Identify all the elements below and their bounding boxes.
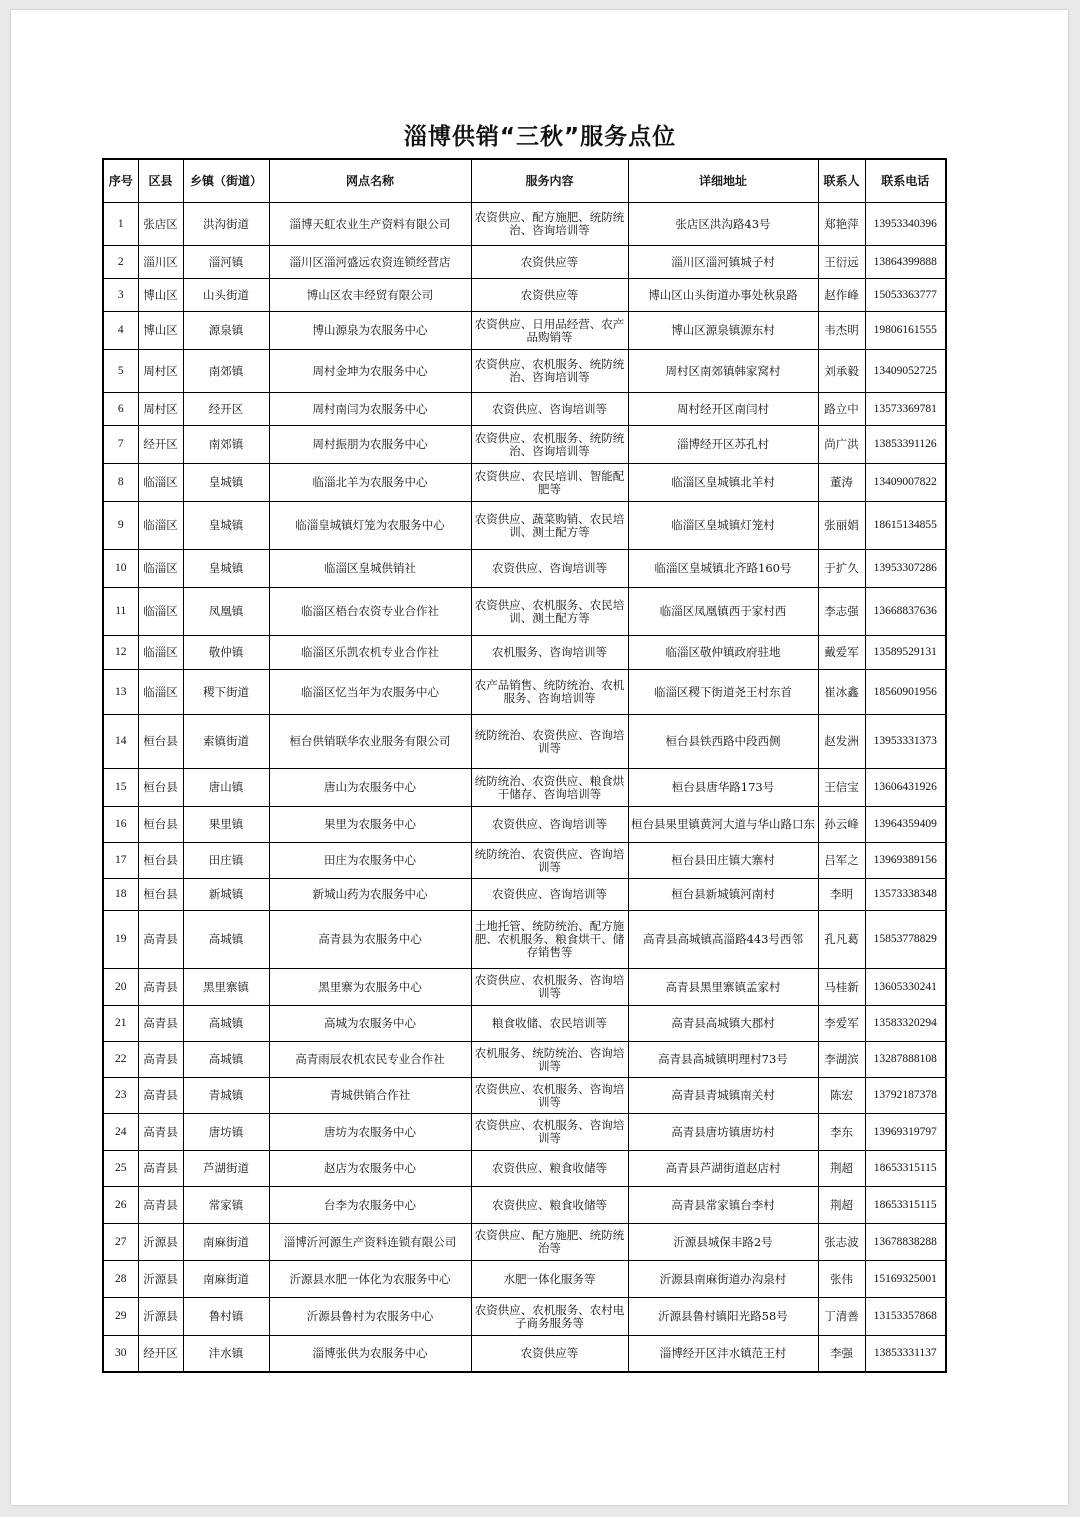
cell-contact: 刘承毅	[818, 350, 865, 393]
cell-service: 农资供应、咨询培训等	[471, 879, 628, 911]
cell-service: 土地托管、统防统治、配方施肥、农机服务、粮食烘干、储存销售等	[471, 911, 628, 969]
cell-address: 桓台县铁西路中段西侧	[628, 715, 818, 769]
table-row	[103, 464, 946, 502]
table-body	[103, 203, 946, 1372]
cell-phone: 18560901956	[865, 670, 946, 715]
cell-name: 果里为农服务中心	[269, 807, 471, 843]
cell-service: 农机服务、咨询培训等	[471, 636, 628, 670]
cell-phone: 13964359409	[865, 807, 946, 843]
cell-contact: 李明	[818, 879, 865, 911]
cell-service: 农资供应、日用品经营、农产品购销等	[471, 312, 628, 350]
cell-town: 经开区	[183, 393, 269, 426]
table-row	[103, 312, 946, 350]
cell-phone: 13409007822	[865, 464, 946, 502]
cell-name: 淄博张供为农服务中心	[269, 1336, 471, 1372]
cell-address: 淄川区淄河镇城子村	[628, 246, 818, 279]
cell-seq: 29	[103, 1298, 138, 1336]
cell-seq: 27	[103, 1224, 138, 1261]
page-title: 淄博供销“三秋”服务点位	[403, 124, 677, 150]
cell-address: 沂源县南麻街道办沟泉村	[628, 1261, 818, 1298]
cell-address: 博山区山头街道办事处秋泉路	[628, 279, 818, 312]
cell-contact: 李爱军	[818, 1006, 865, 1042]
table-row	[103, 588, 946, 636]
cell-address: 淄博经开区沣水镇范王村	[628, 1336, 818, 1372]
cell-town: 南郊镇	[183, 426, 269, 464]
cell-service: 农资供应、农机服务、咨询培训等	[471, 1114, 628, 1151]
cell-phone: 13953331373	[865, 715, 946, 769]
cell-contact: 张志波	[818, 1224, 865, 1261]
cell-county: 沂源县	[138, 1298, 183, 1336]
cell-town: 唐坊镇	[183, 1114, 269, 1151]
cell-town: 果里镇	[183, 807, 269, 843]
table-row	[103, 879, 946, 911]
cell-seq: 24	[103, 1114, 138, 1151]
table-row	[103, 1078, 946, 1114]
cell-town: 常家镇	[183, 1187, 269, 1224]
cell-county: 经开区	[138, 426, 183, 464]
cell-county: 桓台县	[138, 879, 183, 911]
cell-town: 唐山镇	[183, 769, 269, 807]
cell-address: 高青县芦湖街道赵店村	[628, 1151, 818, 1187]
cell-service: 粮食收储、农民培训等	[471, 1006, 628, 1042]
table-row	[103, 279, 946, 312]
cell-contact: 陈宏	[818, 1078, 865, 1114]
cell-seq: 22	[103, 1042, 138, 1078]
cell-name: 临淄北羊为农服务中心	[269, 464, 471, 502]
cell-name: 高城为农服务中心	[269, 1006, 471, 1042]
cell-name: 临淄皇城镇灯笼为农服务中心	[269, 502, 471, 550]
cell-service: 农资供应等	[471, 279, 628, 312]
cell-name: 淄博沂河源生产资料连锁有限公司	[269, 1224, 471, 1261]
table-row	[103, 502, 946, 550]
cell-contact: 赵发洲	[818, 715, 865, 769]
table-row	[103, 1336, 946, 1372]
cell-town: 高城镇	[183, 1042, 269, 1078]
table-row	[103, 807, 946, 843]
cell-town: 山头街道	[183, 279, 269, 312]
cell-town: 皇城镇	[183, 502, 269, 550]
cell-seq: 12	[103, 636, 138, 670]
cell-county: 周村区	[138, 393, 183, 426]
cell-name: 台李为农服务中心	[269, 1187, 471, 1224]
table-row	[103, 1224, 946, 1261]
cell-service: 农资供应、咨询培训等	[471, 807, 628, 843]
cell-town: 鲁村镇	[183, 1298, 269, 1336]
cell-county: 桓台县	[138, 843, 183, 879]
cell-address: 沂源县城保丰路2号	[628, 1224, 818, 1261]
cell-county: 经开区	[138, 1336, 183, 1372]
cell-town: 黑里寨镇	[183, 969, 269, 1006]
cell-town: 高城镇	[183, 1006, 269, 1042]
cell-phone: 13853331137	[865, 1336, 946, 1372]
cell-seq: 20	[103, 969, 138, 1006]
cell-name: 临淄区梧台农资专业合作社	[269, 588, 471, 636]
cell-county: 临淄区	[138, 464, 183, 502]
cell-town: 洪沟街道	[183, 203, 269, 246]
cell-phone: 13864399888	[865, 246, 946, 279]
cell-phone: 13853391126	[865, 426, 946, 464]
cell-town: 源泉镇	[183, 312, 269, 350]
table-row	[103, 911, 946, 969]
cell-address: 高青县常家镇台李村	[628, 1187, 818, 1224]
cell-county: 淄川区	[138, 246, 183, 279]
table-row	[103, 1261, 946, 1298]
cell-name: 周村振朋为农服务中心	[269, 426, 471, 464]
cell-name: 沂源县鲁村为农服务中心	[269, 1298, 471, 1336]
cell-phone: 13678838288	[865, 1224, 946, 1261]
cell-service: 农资供应、咨询培训等	[471, 550, 628, 588]
cell-town: 皇城镇	[183, 464, 269, 502]
cell-seq: 14	[103, 715, 138, 769]
col-header-contact: 联系人	[818, 159, 865, 203]
table-row	[103, 1114, 946, 1151]
cell-phone: 15053363777	[865, 279, 946, 312]
cell-county: 张店区	[138, 203, 183, 246]
cell-contact: 李志强	[818, 588, 865, 636]
cell-service: 农资供应、农机服务、统防统治、咨询培训等	[471, 426, 628, 464]
cell-address: 高青县高城镇明理村73号	[628, 1042, 818, 1078]
cell-seq: 11	[103, 588, 138, 636]
cell-service: 统防统治、农资供应、咨询培训等	[471, 843, 628, 879]
cell-name: 周村南闫为农服务中心	[269, 393, 471, 426]
table-row	[103, 1298, 946, 1336]
cell-seq: 6	[103, 393, 138, 426]
table-row	[103, 246, 946, 279]
cell-contact: 丁清善	[818, 1298, 865, 1336]
cell-address: 临淄区皇城镇北羊村	[628, 464, 818, 502]
cell-town: 田庄镇	[183, 843, 269, 879]
table-row	[103, 426, 946, 464]
cell-seq: 7	[103, 426, 138, 464]
cell-name: 沂源县水肥一体化为农服务中心	[269, 1261, 471, 1298]
cell-town: 稷下街道	[183, 670, 269, 715]
cell-name: 临淄区乐凯农机专业合作社	[269, 636, 471, 670]
cell-town: 高城镇	[183, 911, 269, 969]
cell-seq: 1	[103, 203, 138, 246]
cell-phone: 13573338348	[865, 879, 946, 911]
table-row	[103, 969, 946, 1006]
cell-phone: 15169325001	[865, 1261, 946, 1298]
cell-seq: 13	[103, 670, 138, 715]
cell-contact: 李湖滨	[818, 1042, 865, 1078]
cell-contact: 郑艳萍	[818, 203, 865, 246]
cell-address: 临淄区皇城镇北齐路160号	[628, 550, 818, 588]
cell-address: 桓台县新城镇河南村	[628, 879, 818, 911]
cell-seq: 28	[103, 1261, 138, 1298]
cell-name: 田庄为农服务中心	[269, 843, 471, 879]
cell-seq: 30	[103, 1336, 138, 1372]
cell-town: 淄河镇	[183, 246, 269, 279]
cell-seq: 8	[103, 464, 138, 502]
cell-name: 博山区农丰经贸有限公司	[269, 279, 471, 312]
cell-contact: 张丽娟	[818, 502, 865, 550]
col-header-address: 详细地址	[628, 159, 818, 203]
cell-service: 农资供应等	[471, 1336, 628, 1372]
cell-county: 周村区	[138, 350, 183, 393]
cell-contact: 荆超	[818, 1187, 865, 1224]
table-row	[103, 203, 946, 246]
cell-name: 临淄区忆当年为农服务中心	[269, 670, 471, 715]
cell-phone: 13953340396	[865, 203, 946, 246]
cell-phone: 13792187378	[865, 1078, 946, 1114]
cell-town: 南麻街道	[183, 1224, 269, 1261]
cell-service: 农资供应、粮食收储等	[471, 1151, 628, 1187]
table-header-row	[103, 159, 946, 203]
col-header-county: 区县	[138, 159, 183, 203]
cell-address: 临淄区凤凰镇西于家村西	[628, 588, 818, 636]
cell-county: 临淄区	[138, 502, 183, 550]
cell-address: 桓台县田庄镇大寨村	[628, 843, 818, 879]
cell-name: 高青雨辰农机农民专业合作社	[269, 1042, 471, 1078]
cell-phone: 13605330241	[865, 969, 946, 1006]
cell-address: 高青县高城镇大郡村	[628, 1006, 818, 1042]
cell-address: 淄博经开区苏孔村	[628, 426, 818, 464]
cell-phone: 13153357868	[865, 1298, 946, 1336]
cell-address: 高青县高城镇高淄路443号西邻	[628, 911, 818, 969]
cell-contact: 董涛	[818, 464, 865, 502]
cell-address: 高青县青城镇南关村	[628, 1078, 818, 1114]
cell-name: 唐山为农服务中心	[269, 769, 471, 807]
cell-name: 唐坊为农服务中心	[269, 1114, 471, 1151]
cell-address: 临淄区稷下街道尧王村东首	[628, 670, 818, 715]
cell-phone: 13953307286	[865, 550, 946, 588]
cell-town: 索镇街道	[183, 715, 269, 769]
cell-seq: 26	[103, 1187, 138, 1224]
cell-contact: 马桂新	[818, 969, 865, 1006]
cell-phone: 13589529131	[865, 636, 946, 670]
cell-service: 农资供应、农机服务、咨询培训等	[471, 1078, 628, 1114]
cell-address: 桓台县果里镇黄河大道与华山路口东	[628, 807, 818, 843]
cell-phone: 13969319797	[865, 1114, 946, 1151]
cell-town: 芦湖街道	[183, 1151, 269, 1187]
table-row	[103, 769, 946, 807]
cell-name: 新城山药为农服务中心	[269, 879, 471, 911]
cell-service: 农资供应、咨询培训等	[471, 393, 628, 426]
service-points-table	[102, 158, 947, 1373]
cell-phone: 19806161555	[865, 312, 946, 350]
cell-service: 农资供应、农机服务、统防统治、咨询培训等	[471, 350, 628, 393]
cell-town: 青城镇	[183, 1078, 269, 1114]
cell-name: 赵店为农服务中心	[269, 1151, 471, 1187]
cell-town: 凤凰镇	[183, 588, 269, 636]
cell-service: 统防统治、农资供应、咨询培训等	[471, 715, 628, 769]
cell-county: 桓台县	[138, 807, 183, 843]
table-row	[103, 636, 946, 670]
cell-seq: 10	[103, 550, 138, 588]
table-row	[103, 670, 946, 715]
col-header-name: 网点名称	[269, 159, 471, 203]
col-header-service: 服务内容	[471, 159, 628, 203]
cell-name: 青城供销合作社	[269, 1078, 471, 1114]
cell-service: 农资供应、农民培训、智能配肥等	[471, 464, 628, 502]
cell-contact: 孔凡葛	[818, 911, 865, 969]
cell-county: 桓台县	[138, 769, 183, 807]
cell-phone: 13573369781	[865, 393, 946, 426]
cell-seq: 5	[103, 350, 138, 393]
cell-county: 高青县	[138, 1114, 183, 1151]
cell-contact: 王信宝	[818, 769, 865, 807]
cell-name: 淄博天虹农业生产资料有限公司	[269, 203, 471, 246]
table-row	[103, 1151, 946, 1187]
cell-seq: 3	[103, 279, 138, 312]
cell-town: 皇城镇	[183, 550, 269, 588]
cell-contact: 荆超	[818, 1151, 865, 1187]
cell-county: 博山区	[138, 312, 183, 350]
cell-contact: 王衍远	[818, 246, 865, 279]
cell-phone: 13969389156	[865, 843, 946, 879]
cell-town: 南郊镇	[183, 350, 269, 393]
table-row	[103, 350, 946, 393]
cell-address: 周村区南郊镇韩家窝村	[628, 350, 818, 393]
cell-seq: 17	[103, 843, 138, 879]
cell-service: 农资供应、农机服务、咨询培训等	[471, 969, 628, 1006]
cell-phone: 13606431926	[865, 769, 946, 807]
cell-seq: 18	[103, 879, 138, 911]
cell-county: 桓台县	[138, 715, 183, 769]
cell-seq: 2	[103, 246, 138, 279]
table-row	[103, 843, 946, 879]
cell-seq: 23	[103, 1078, 138, 1114]
cell-address: 临淄区皇城镇灯笼村	[628, 502, 818, 550]
cell-phone: 13409052725	[865, 350, 946, 393]
cell-name: 黑里寨为农服务中心	[269, 969, 471, 1006]
cell-contact: 吕军之	[818, 843, 865, 879]
cell-county: 博山区	[138, 279, 183, 312]
col-header-seq: 序号	[103, 159, 138, 203]
cell-name: 淄川区淄河盛远农资连锁经营店	[269, 246, 471, 279]
cell-contact: 尚广洪	[818, 426, 865, 464]
cell-county: 高青县	[138, 1187, 183, 1224]
col-header-phone: 联系电话	[865, 159, 946, 203]
cell-county: 高青县	[138, 969, 183, 1006]
cell-contact: 张伟	[818, 1261, 865, 1298]
cell-county: 临淄区	[138, 550, 183, 588]
table-row	[103, 393, 946, 426]
cell-address: 张店区洪沟路43号	[628, 203, 818, 246]
table-row	[103, 715, 946, 769]
cell-service: 农产品销售、统防统治、农机服务、咨询培训等	[471, 670, 628, 715]
table-row	[103, 550, 946, 588]
cell-phone: 13287888108	[865, 1042, 946, 1078]
cell-service: 农资供应、配方施肥、统防统治、咨询培训等	[471, 203, 628, 246]
cell-address: 桓台县唐华路173号	[628, 769, 818, 807]
cell-service: 水肥一体化服务等	[471, 1261, 628, 1298]
cell-contact: 赵作峰	[818, 279, 865, 312]
cell-service: 统防统治、农资供应、粮食烘干储存、咨询培训等	[471, 769, 628, 807]
cell-address: 沂源县鲁村镇阳光路58号	[628, 1298, 818, 1336]
cell-address: 临淄区敬仲镇政府驻地	[628, 636, 818, 670]
cell-phone: 15853778829	[865, 911, 946, 969]
cell-county: 高青县	[138, 1042, 183, 1078]
cell-contact: 崔冰鑫	[818, 670, 865, 715]
cell-name: 周村金坤为农服务中心	[269, 350, 471, 393]
cell-county: 高青县	[138, 1151, 183, 1187]
cell-seq: 25	[103, 1151, 138, 1187]
cell-service: 农资供应、农机服务、农村电子商务服务等	[471, 1298, 628, 1336]
cell-town: 沣水镇	[183, 1336, 269, 1372]
table-row	[103, 1042, 946, 1078]
cell-seq: 16	[103, 807, 138, 843]
cell-address: 周村经开区南闫村	[628, 393, 818, 426]
cell-county: 临淄区	[138, 636, 183, 670]
cell-service: 农资供应、农机服务、农民培训、测土配方等	[471, 588, 628, 636]
cell-town: 新城镇	[183, 879, 269, 911]
cell-phone: 13668837636	[865, 588, 946, 636]
cell-contact: 李东	[818, 1114, 865, 1151]
cell-county: 高青县	[138, 1006, 183, 1042]
cell-name: 临淄区皇城供销社	[269, 550, 471, 588]
cell-county: 沂源县	[138, 1224, 183, 1261]
cell-seq: 21	[103, 1006, 138, 1042]
cell-name: 桓台供销联华农业服务有限公司	[269, 715, 471, 769]
table-row	[103, 1006, 946, 1042]
cell-county: 临淄区	[138, 588, 183, 636]
cell-seq: 15	[103, 769, 138, 807]
cell-county: 沂源县	[138, 1261, 183, 1298]
cell-county: 高青县	[138, 1078, 183, 1114]
cell-address: 高青县黑里寨镇孟家村	[628, 969, 818, 1006]
cell-address: 博山区源泉镇源东村	[628, 312, 818, 350]
cell-county: 临淄区	[138, 670, 183, 715]
cell-contact: 戴爱军	[818, 636, 865, 670]
cell-phone: 13583320294	[865, 1006, 946, 1042]
cell-service: 农资供应、配方施肥、统防统治等	[471, 1224, 628, 1261]
cell-town: 敬仲镇	[183, 636, 269, 670]
col-header-town: 乡镇（街道）	[183, 159, 269, 203]
cell-contact: 路立中	[818, 393, 865, 426]
cell-contact: 李强	[818, 1336, 865, 1372]
cell-contact: 于扩久	[818, 550, 865, 588]
cell-seq: 19	[103, 911, 138, 969]
cell-contact: 孙云峰	[818, 807, 865, 843]
cell-service: 农机服务、统防统治、咨询培训等	[471, 1042, 628, 1078]
cell-contact: 韦杰明	[818, 312, 865, 350]
cell-service: 农资供应、蔬菜购销、农民培训、测土配方等	[471, 502, 628, 550]
cell-seq: 4	[103, 312, 138, 350]
cell-phone: 18653315115	[865, 1151, 946, 1187]
cell-name: 博山源泉为农服务中心	[269, 312, 471, 350]
cell-county: 高青县	[138, 911, 183, 969]
cell-name: 高青县为农服务中心	[269, 911, 471, 969]
cell-town: 南麻街道	[183, 1261, 269, 1298]
cell-seq: 9	[103, 502, 138, 550]
cell-service: 农资供应、粮食收储等	[471, 1187, 628, 1224]
cell-address: 高青县唐坊镇唐坊村	[628, 1114, 818, 1151]
cell-service: 农资供应等	[471, 246, 628, 279]
cell-phone: 18615134855	[865, 502, 946, 550]
table-row	[103, 1187, 946, 1224]
cell-phone: 18653315115	[865, 1187, 946, 1224]
